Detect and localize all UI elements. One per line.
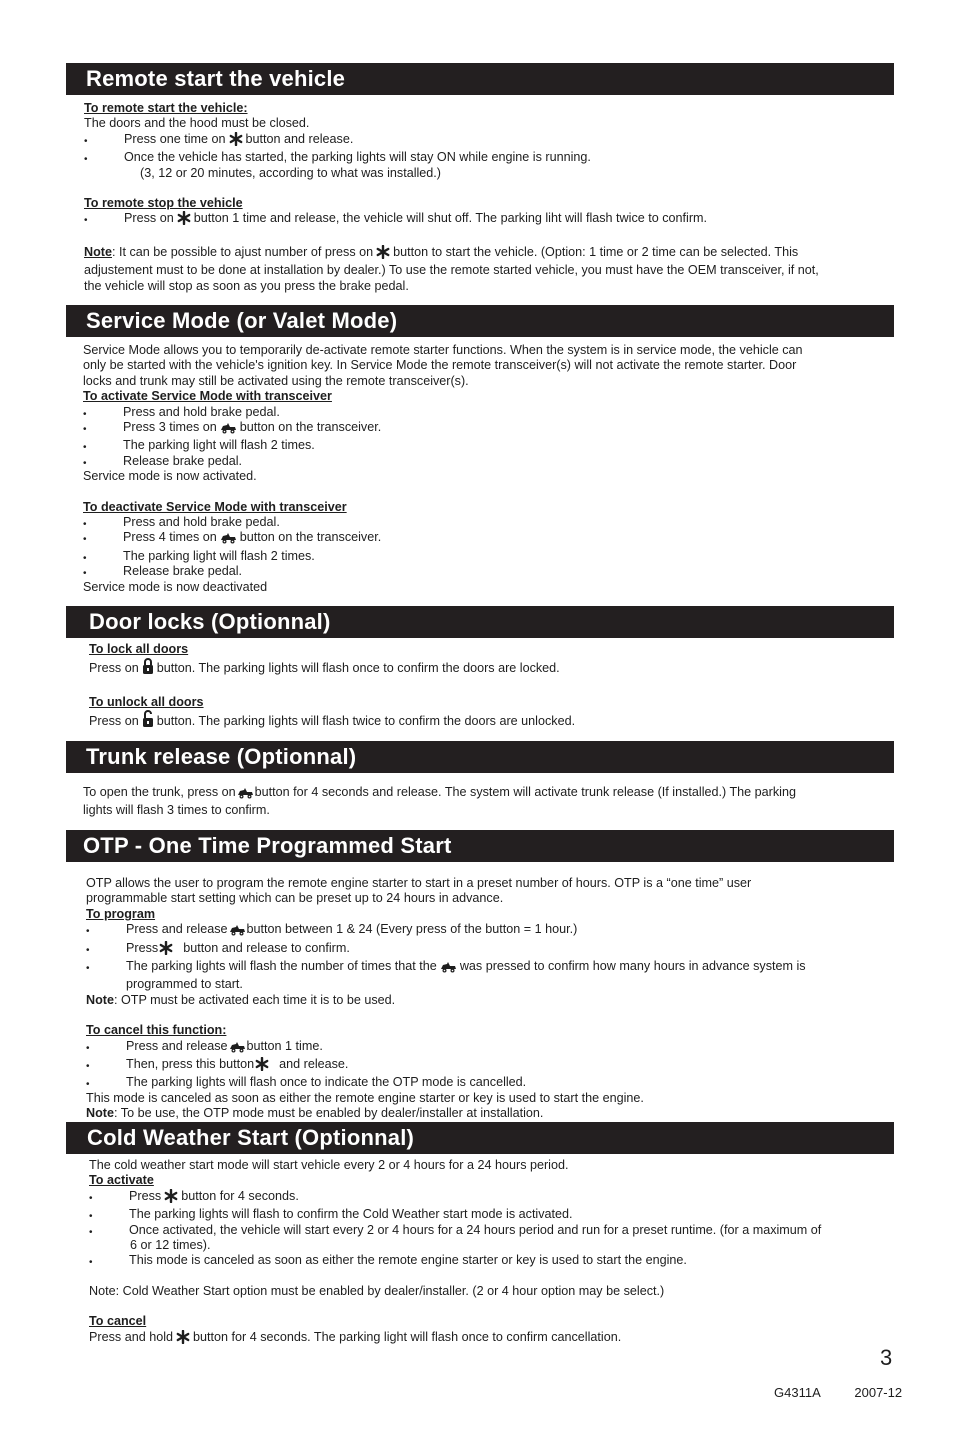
remote-start-intro: The doors and the hood must be closed.	[84, 116, 310, 131]
footer	[774, 1385, 902, 1400]
otp-section	[86, 876, 896, 1122]
trunk-car-icon	[220, 422, 237, 438]
asterisk-start-icon	[255, 1057, 269, 1075]
list-item: • Press one time on button and release.	[84, 132, 904, 150]
list-item: • Press and hold brake pedal.	[83, 405, 903, 420]
remote-start-note-line: the vehicle will stop as soon as you press the brake pedal.	[84, 278, 409, 293]
list-item: • Press and release button 1 time.	[86, 1039, 896, 1057]
lock-instruction: Press on button. The parking lights will flash once to confirm the doors are locked.	[89, 657, 899, 679]
subheading-deactivate-service: To deactivate Service Mode with transceiver	[83, 499, 347, 514]
service-intro-line: locks and trunk may still be activated using the remote transceiver(s).	[83, 373, 469, 388]
otp-note: Note: OTP must be activated each time it is to be used.	[86, 992, 396, 1007]
subheading-lock-doors: To lock all doors	[89, 642, 189, 656]
doc-date: 2007-12	[854, 1385, 903, 1400]
subheading-activate-cold: To activate	[89, 1173, 154, 1188]
list-item: • Once activated, the vehicle will start every 2 or 4 hours for a 24 hours period and run for a preset runtime. (for a maximum of	[89, 1223, 899, 1238]
otp-note: Note: To be use, the OTP mode must be enabled by dealer/installer at installation.	[86, 1106, 544, 1121]
otp-intro-line: OTP allows the user to program the remote engine starter to start in a preset number of hours. OTP is a “one time” user	[86, 876, 752, 890]
list-item: • The parking lights will flash once to indicate the OTP mode is cancelled.	[86, 1075, 896, 1090]
asterisk-start-icon	[177, 211, 191, 229]
subheading-cancel-otp: To cancel this function:	[86, 1023, 227, 1038]
list-item: • Then, press this button and release.	[86, 1057, 896, 1075]
list-item: • The parking light will flash 2 times.	[83, 438, 903, 453]
list-item: • Press 4 times on button on the transceiver.	[83, 530, 903, 548]
list-item: • This mode is canceled as soon as either the remote engine starter or key is used to start the engine.	[89, 1253, 899, 1268]
list-item: • Press 3 times on button on the transceiver.	[83, 420, 903, 438]
list-item: • Press and hold brake pedal.	[83, 515, 903, 530]
trunk-car-icon	[229, 924, 246, 940]
otp-intro-line: programmable start setting which can be preset up to 24 hours in advance.	[86, 891, 504, 906]
cold-intro: The cold weather start mode will start vehicle every 2 or 4 hours for a 24 hours period.	[89, 1158, 569, 1172]
list-item: • The parking light will flash 2 times.	[83, 549, 903, 564]
page-number: 3	[880, 1345, 893, 1370]
list-item: • Release brake pedal.	[83, 454, 903, 469]
list-item-continuation: 6 or 12 times).	[130, 1238, 211, 1253]
trunk-car-icon	[440, 961, 457, 977]
section-title-remote-start: Remote start the vehicle	[66, 63, 894, 95]
service-intro-line: Service Mode allows you to temporarily de-activate remote starter functions. When the system is in service mode, the vehicle can	[83, 343, 803, 357]
asterisk-start-icon	[159, 941, 173, 959]
service-intro-line: only be started with the vehicle's ignition key. In Service Mode the remote transceiver(s) will not activate the remote starter. Door	[83, 358, 797, 373]
list-item: • Once the vehicle has started, the parking lights will stay ON while engine is running.	[84, 150, 904, 165]
trunk-instruction-line: lights will flash 3 times to confirm.	[83, 803, 270, 818]
section-title-door-locks: Door locks (Optionnal)	[66, 606, 894, 638]
subheading-remote-start: To remote start the vehicle:	[84, 101, 248, 115]
trunk-car-icon	[229, 1041, 246, 1057]
list-item: • Press button for 4 seconds.	[89, 1189, 899, 1207]
subheading-activate-service: To activate Service Mode with transceiver	[83, 389, 332, 404]
trunk-car-icon	[220, 532, 237, 548]
otp-cancel-mode: This mode is canceled as soon as either the remote engine starter or key is used to start the engine.	[86, 1090, 644, 1105]
cold-note: Note: Cold Weather Start option must be enabled by dealer/installer. (2 or 4 hour option may be select.)	[89, 1283, 665, 1298]
list-item: • Release brake pedal.	[83, 564, 903, 579]
trunk-instruction: To open the trunk, press on button for 4 seconds and release. The system will activate trunk release (If installed.) The parking	[83, 785, 903, 803]
padlock-closed-icon	[142, 657, 154, 679]
unlock-instruction: Press on button. The parking lights will flash twice to confirm the doors are unlocked.	[89, 710, 899, 732]
asterisk-start-icon	[229, 132, 243, 150]
door-locks-section	[89, 642, 899, 733]
trunk-section	[83, 785, 903, 819]
doc-code: G4311A	[774, 1385, 821, 1400]
section-title-cold-weather: Cold Weather Start (Optionnal)	[66, 1122, 894, 1154]
list-item-continuation: (3, 12 or 20 minutes, according to what was installed.)	[140, 165, 442, 180]
padlock-open-icon	[142, 710, 154, 732]
subheading-unlock-doors: To unlock all doors	[89, 694, 204, 709]
asterisk-start-icon	[164, 1189, 178, 1207]
list-item: • The parking lights will flash to confirm the Cold Weather start mode is activated.	[89, 1207, 899, 1222]
list-item: • Press on button 1 time and release, the vehicle will shut off. The parking liht will flash twice to confirm.	[84, 211, 904, 229]
subheading-program: To program	[86, 906, 156, 921]
list-item: • The parking lights will flash the number of times that the was pressed to confirm how many hours in advance system is	[86, 959, 896, 977]
cold-cancel-instruction: Press and hold button for 4 seconds. The parking light will flash once to confirm cancellation.	[89, 1330, 899, 1348]
list-item-continuation: programmed to start.	[126, 977, 243, 992]
service-deactivated-text: Service mode is now deactivated	[83, 579, 268, 594]
section-title-otp: OTP - One Time Programmed Start	[66, 830, 894, 862]
section-title-service-mode: Service Mode (or Valet Mode)	[66, 305, 894, 337]
list-item: • Press button and release to confirm.	[86, 941, 896, 959]
service-activated-text: Service mode is now activated.	[83, 469, 257, 484]
asterisk-start-icon	[376, 245, 390, 263]
subheading-cancel-cold: To cancel	[89, 1314, 147, 1329]
remote-start-section	[84, 101, 904, 294]
service-mode-section	[83, 343, 903, 595]
list-item: • Press and release button between 1 & 24 (Every press of the button = 1 hour.)	[86, 922, 896, 940]
cold-weather-section	[89, 1158, 899, 1348]
remote-start-note: Note: It can be possible to ajust number of press on button to start the vehicle. (Option: 1 time or 2 time can be selected. This	[84, 245, 904, 263]
section-title-trunk: Trunk release (Optionnal)	[66, 741, 894, 773]
subheading-remote-stop: To remote stop the vehicle	[84, 196, 243, 211]
trunk-car-icon	[237, 787, 254, 803]
remote-start-note-line: adjustement must to be done at installation by dealer.) To use the remote started vehicle, you must have the OEM transceiver, if not,	[84, 263, 819, 278]
asterisk-start-icon	[176, 1330, 190, 1348]
